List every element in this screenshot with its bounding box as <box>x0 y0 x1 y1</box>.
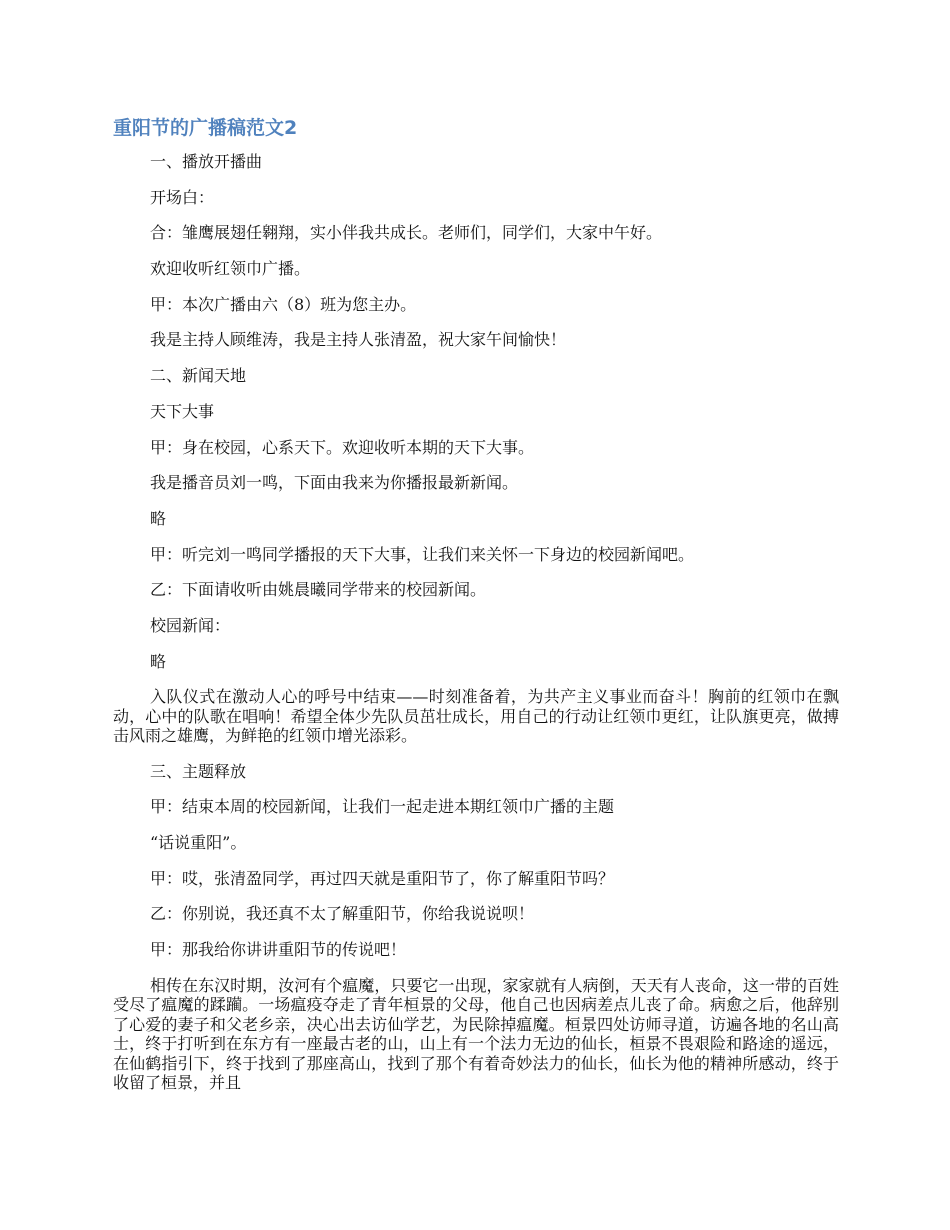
paragraph: 我是主持人顾维涛，我是主持人张清盈，祝大家午间愉快！ <box>150 330 567 350</box>
paragraph: 合：雏鹰展翅任翱翔，实小伴我共成长。老师们，同学们，大家中午好。 <box>150 223 663 243</box>
paragraph: 入队仪式在激动人心的呼号中结束——时刻准备着，为共产主义事业而奋斗！胸前的红领巾在飘动，心中的队歌在唱响！希望全体少先队员茁壮成长，用自己的行动让红领巾更红，让队旗更亮，做搏击风雨之雄鹰，为鲜艳的红领巾增光添彩。 <box>113 687 839 746</box>
document-body <box>113 116 839 1108</box>
section-heading: 三、主题释放 <box>150 761 247 781</box>
paragraph: 甲：听完刘一鸣同学播报的天下大事，让我们来关怀一下身边的校园新闻吧。 <box>150 544 695 564</box>
paragraph: 甲：身在校园，心系天下。欢迎收听本期的天下大事。 <box>150 437 535 457</box>
paragraph: 相传在东汉时期，汝河有个瘟魔，只要它一出现，家家就有人病倒，天天有人丧命，这一带的百姓受尽了瘟魔的蹂躏。一场瘟疫夺走了青年桓景的父母，他自己也因病差点儿丧了命。病愈之后，他辞别了心爱的妻子和父老乡亲，决心出去访仙学艺，为民除掉瘟魔。桓景四处访师寻道，访遍各地的名山高士，终于打听到在东方有一座最古老的山，山上有一个法力无边的仙长，桓景不畏艰险和路途的遥远，在仙鹤指引下，终于找到了那座高山，找到了那个有着奇妙法力的仙长，仙长为他的精神所感动，终于收留了桓景，并且 <box>113 975 839 1093</box>
section-heading: 一、播放开播曲 <box>150 152 263 171</box>
document-title: 重阳节的广播稿范文2 <box>113 117 298 139</box>
paragraph: 天下大事 <box>150 401 215 421</box>
paragraph: 欢迎收听红领巾广播。 <box>150 259 311 279</box>
paragraph: 我是播音员刘一鸣，下面由我来为你播报最新新闻。 <box>150 473 519 493</box>
paragraph: 甲：结束本周的校园新闻，让我们一起走进本期红领巾广播的主题 <box>150 797 615 817</box>
paragraph: 开场白： <box>150 187 215 207</box>
paragraph: 乙：下面请收听由姚晨曦同学带来的校园新闻。 <box>150 580 487 600</box>
paragraph: 甲：本次广播由六（8）班为您主办。 <box>150 294 417 314</box>
paragraph: 乙：你别说，我还真不太了解重阳节，你给我说说呗！ <box>150 904 535 924</box>
paragraph: 甲：哎，张清盈同学，再过四天就是重阳节了，你了解重阳节吗？ <box>150 868 615 888</box>
section-heading: 二、新闻天地 <box>150 366 247 386</box>
paragraph: “话说重阳”。 <box>150 832 247 852</box>
paragraph: 略 <box>150 508 167 528</box>
paragraph: 略 <box>150 651 167 671</box>
paragraph: 校园新闻： <box>150 615 231 635</box>
paragraph: 甲：那我给你讲讲重阳节的传说吧！ <box>150 939 407 959</box>
